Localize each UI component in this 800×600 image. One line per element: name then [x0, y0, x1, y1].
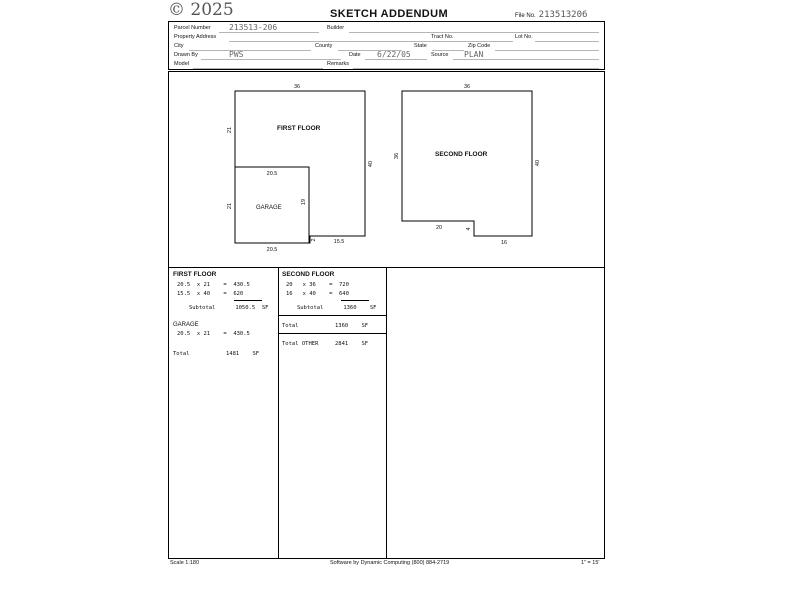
- date-label: Date: [349, 52, 361, 58]
- calc-first-floor-title: FIRST FLOOR: [173, 271, 217, 278]
- calc-row: 16 x 40 = 640: [286, 291, 349, 297]
- calc-row: 20 x 36 = 720: [286, 282, 349, 288]
- model-line: [193, 68, 323, 69]
- garage-dim-top: 20.5: [266, 171, 278, 177]
- zip-code-label: Zip Code: [468, 43, 491, 49]
- subtotal-rule: [341, 300, 369, 301]
- calc-first-floor-subtotal: Subtotal 1050.5 SF: [188, 305, 269, 311]
- city-label: City: [174, 43, 184, 49]
- date-line: [365, 59, 427, 60]
- calc-garage-title: GARAGE: [173, 322, 199, 328]
- footer-scale: Scale 1:180: [170, 560, 200, 566]
- builder-line: [349, 32, 599, 33]
- drawn-by-line: [201, 59, 341, 60]
- lot-no-label: Lot No.: [515, 34, 533, 40]
- calc-second-floor-total: Total 1360 SF: [282, 323, 369, 329]
- zip-code-line: [495, 50, 599, 51]
- copyright-mark: © 2025: [168, 0, 234, 20]
- second-floor-dim-notch: 4: [466, 227, 472, 231]
- parcel-number-line: [219, 32, 319, 33]
- calc-second-floor-subtotal: Subtotal 1360 SF: [296, 305, 377, 311]
- county-label: County: [315, 43, 333, 49]
- builder-label: Builder: [327, 25, 345, 31]
- second-floor-dim-top: 36: [463, 84, 471, 90]
- property-address-label: Property Address: [174, 34, 217, 40]
- floor-plan-sketch: [169, 72, 606, 269]
- subtotal-rule: [234, 300, 262, 301]
- calc-row: 15.5 x 40 = 620: [177, 291, 244, 297]
- section-rule: [279, 333, 386, 334]
- source-line: [453, 59, 599, 60]
- tract-no-label: Tract No.: [431, 34, 454, 40]
- source-value: PLAN: [464, 50, 484, 59]
- parcel-number-label: Parcel Number: [174, 25, 211, 31]
- drawn-by-label: Drawn By: [174, 52, 198, 58]
- date-value: 6/22/05: [377, 50, 411, 59]
- first-floor-dim-left: 21: [227, 126, 233, 134]
- tract-no-line: [457, 41, 513, 42]
- calc-first-total: Total 1481 SF: [173, 351, 260, 357]
- first-floor-dim-right: 40: [368, 160, 374, 168]
- header-fields: [168, 21, 605, 70]
- section-rule: [279, 315, 386, 316]
- first-floor-dim-bottom: 15.5: [333, 239, 345, 245]
- source-label: Source: [431, 52, 449, 58]
- footer-ratio: 1" = 15': [581, 560, 600, 566]
- second-floor-label: SECOND FLOOR: [435, 151, 488, 158]
- garage-dim-left: 21: [227, 202, 233, 210]
- first-floor-dim-top: 36: [293, 84, 301, 90]
- second-floor-outline: [402, 91, 532, 236]
- state-line: [432, 50, 464, 51]
- garage-label: GARAGE: [256, 205, 282, 211]
- area-calculations: [168, 268, 605, 559]
- document-title: SKETCH ADDENDUM: [330, 8, 449, 20]
- first-floor-dim-notch: 2: [311, 238, 317, 242]
- remarks-label: Remarks: [327, 61, 350, 67]
- calc-second-floor-title: SECOND FLOOR: [282, 271, 335, 278]
- city-line: [189, 50, 311, 51]
- column-divider-1: [278, 268, 279, 558]
- state-label: State: [414, 43, 427, 49]
- calc-row: 20.5 x 21 = 430.5: [177, 282, 250, 288]
- second-floor-dim-bottom-right: 16: [500, 240, 508, 246]
- second-floor-dim-bottom-left: 20: [435, 225, 443, 231]
- parcel-number-value: 213513-206: [229, 23, 278, 32]
- garage-dim-right: 19: [301, 198, 307, 206]
- first-floor-label: FIRST FLOOR: [277, 125, 321, 132]
- calc-total-other: Total OTHER 2841 SF: [282, 341, 369, 347]
- file-number-label: File No.: [515, 13, 536, 19]
- file-number: [515, 10, 587, 20]
- column-divider-2: [386, 268, 387, 558]
- footer-software: Software by Dynamic Computing (800) 884-2719: [330, 560, 450, 566]
- model-label: Model: [174, 61, 189, 67]
- garage-dim-bottom: 20.5: [266, 247, 278, 253]
- lot-no-line: [535, 41, 599, 42]
- second-floor-dim-right: 40: [535, 159, 541, 167]
- sketch-area: [168, 71, 605, 268]
- drawn-by-value: PWS: [229, 50, 244, 59]
- remarks-line: [353, 68, 599, 69]
- file-number-value: 213513206: [538, 10, 588, 20]
- property-address-line: [229, 41, 479, 42]
- calc-row: 20.5 x 21 = 430.5: [177, 331, 250, 337]
- second-floor-dim-left: 36: [394, 152, 400, 160]
